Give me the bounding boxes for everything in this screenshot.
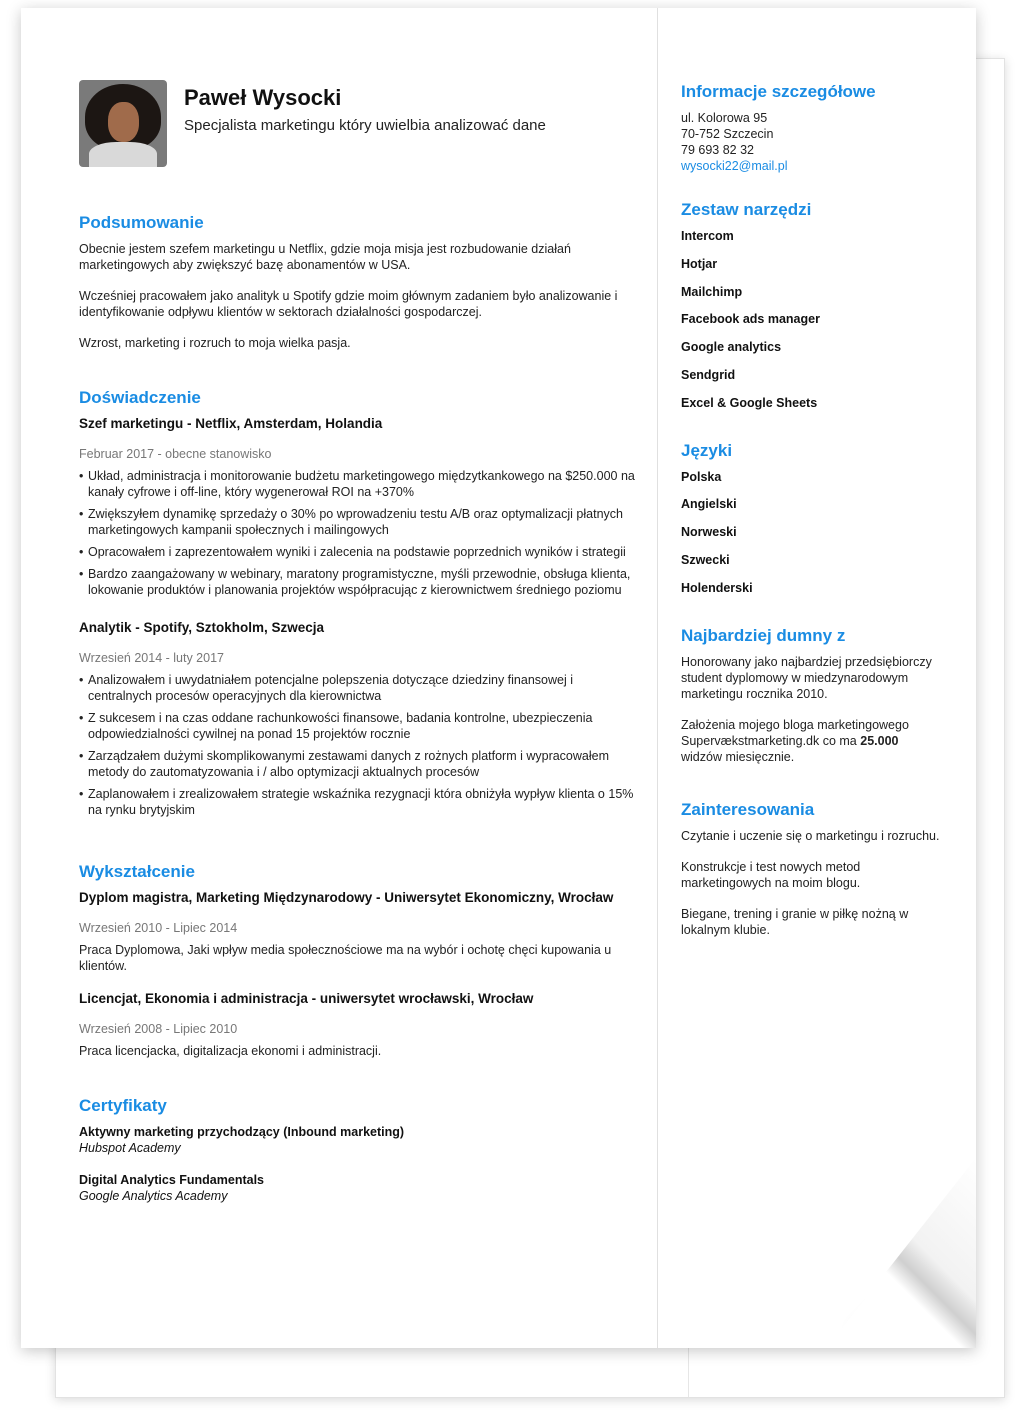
summary-paragraph: Obecnie jestem szefem marketingu u Netflix, gdzie moja misja jest rozbudowanie działań marketingowych aby zwiększyć bazę abonamentów w USA. <box>79 242 571 272</box>
certificates-section <box>79 1096 637 1204</box>
job-bullet: • Bardzo zaangażowany w webinary, maratony programistyczne, myśli przewodnie, obsługa klienta, lokowanie produktów i planowania projektów współpracując z kierownictwem średniego poziomu <box>79 566 637 598</box>
certificate-issuer: Google Analytics Academy <box>79 1189 228 1203</box>
tool-item: Google analytics <box>681 340 782 355</box>
address-street: ul. Kolorowa 95 <box>681 111 768 125</box>
details-section <box>681 82 941 174</box>
tool-item: Mailchimp <box>681 284 743 299</box>
proud-section <box>681 626 941 765</box>
job-bullet: • Zwiększyłem dynamikę sprzedaży o 30% po wprowadzeniu testu A/B oraz optymalizacji płatnych marketingowych kampanii społecznych i mailingowych <box>79 506 637 538</box>
education-title: Wykształcenie <box>79 862 195 881</box>
tool-item: Hotjar <box>681 256 718 271</box>
language-item: Szwecki <box>681 552 730 567</box>
person-subtitle: Specjalista marketingu który uwielbia analizować dane <box>184 117 546 134</box>
job-bullet: • Z sukcesem i na czas oddane rachunkowości finansowe, badania kontrolne, ubezpieczenia odpowiedzialności cywilnej na ponad 15 projektów rocznie <box>79 710 637 742</box>
language-item: Polska <box>681 469 722 484</box>
education-description: Praca licencjacka, digitalizacja ekonomi i administracji. <box>79 1044 382 1058</box>
tools-title: Zestaw narzędzi <box>681 200 812 219</box>
proud-paragraph: Honorowany jako najbardziej przedsiębiorczy student dyplomowy w miedzynarodowym marketingu rocznika 2010. <box>681 654 932 701</box>
summary-section <box>79 213 637 351</box>
experience-title: Doświadczenie <box>79 388 201 407</box>
person-name: Paweł Wysocki <box>184 85 342 110</box>
summary-paragraph: Wzrost, marketing i rozruch to moja wielka pasja. <box>79 336 351 350</box>
interest-paragraph: Czytanie i uczenie się o marketingu i rozruchu. <box>681 828 940 843</box>
main-column <box>79 80 637 1220</box>
tool-item: Excel & Google Sheets <box>681 395 818 410</box>
job-entry <box>79 620 637 818</box>
education-degree: Dyplom magistra, Marketing Międzynarodowy - Uniwersytet Ekonomiczny, Wrocław <box>79 890 614 905</box>
education-entry <box>79 991 637 1059</box>
tool-item: Sendgrid <box>681 367 736 382</box>
language-item: Norweski <box>681 525 737 540</box>
summary-title: Podsumowanie <box>79 213 204 232</box>
language-item: Holenderski <box>681 580 753 595</box>
details-title: Informacje szczegółowe <box>681 82 876 101</box>
interests-title: Zainteresowania <box>681 799 815 819</box>
job-bullet: • Układ, administracja i monitorowanie budżetu marketingowego międzytkankowego na $250.000 na kanały cyfrowe i off-line, który wygenerował ROI na +370% <box>79 468 637 500</box>
job-title: Szef marketingu - Netflix, Amsterdam, Holandia <box>79 416 383 431</box>
certificates-title: Certyfikaty <box>79 1096 167 1115</box>
job-entry <box>79 416 637 598</box>
experience-section <box>79 388 637 818</box>
proud-highlight: 25.000 <box>860 733 899 748</box>
tools-section <box>681 200 941 411</box>
interest-paragraph: Biegane, trening i granie w piłkę nożną w lokalnym klubie. <box>681 906 909 937</box>
education-degree: Licencjat, Ekonomia i administracja - uniwersytet wrocławski, Wrocław <box>79 991 534 1006</box>
job-bullet: • Analizowałem i uwydatniałem potencjalne polepszenia dotyczące dziedziny finansowej i centralnych procesów operacyjnych dla kierownictwa <box>79 672 637 704</box>
profile-photo <box>79 80 167 167</box>
tool-item: Facebook ads manager <box>681 312 820 327</box>
job-bullet: • Opracowałem i zaprezentowałem wyniki i zalecenia na podstawie poprzednich wyników i strategii <box>79 544 637 560</box>
address-city: 70-752 Szczecin <box>681 127 774 141</box>
page-curl <box>826 1158 976 1348</box>
photo-body-shape <box>89 142 157 167</box>
education-dates: Wrzesień 2010 - Lipiec 2014 <box>79 921 238 935</box>
proud-title: Najbardziej dumny z <box>681 625 846 645</box>
education-description: Praca Dyplomowa, Jaki wpływ media społecznościowe ma na wybór i ochotę chęci kupowania u klientów. <box>79 943 612 973</box>
job-bullet: • Zarządzałem dużymi skomplikowanymi zestawami danych z rożnych platform i wypracowałem metody do zautomatyzowania i / albo optymizacji aktualnych procesów <box>79 748 637 780</box>
job-bullet: • Zaplanowałem i zrealizowałem strategie wskaźnika rezygnacji która obniżyła wypływ klienta o 15% na rynku brytyjskim <box>79 786 637 818</box>
job-bullets <box>79 672 637 818</box>
proud-text: Założenia mojego bloga marketingowego Supervækstmarketing.dk co ma <box>681 717 909 748</box>
interests-section <box>681 800 941 938</box>
tool-item: Intercom <box>681 229 734 243</box>
education-entry <box>79 890 637 974</box>
resume-page <box>21 8 976 1348</box>
summary-paragraph: Wcześniej pracowałem jako analityk u Spotify gdzie moim głównym zadaniem było analizowanie i identyfikowanie odpływu klientów w sektorach działalności gospodarczej. <box>79 289 618 319</box>
language-item: Angielski <box>681 497 737 512</box>
certificate-issuer: Hubspot Academy <box>79 1141 181 1155</box>
job-title: Analytik - Spotify, Sztokholm, Szwecja <box>79 620 325 635</box>
languages-title: Języki <box>681 440 733 460</box>
resume-header <box>79 80 637 168</box>
sidebar-column <box>681 82 941 953</box>
job-dates: Februar 2017 - obecne stanowisko <box>79 447 272 461</box>
column-divider <box>657 8 658 1348</box>
proud-text: widzów miesięcznie. <box>681 749 795 764</box>
interest-paragraph: Konstrukcje i test nowych metod marketingowych na moim blogu. <box>681 859 861 890</box>
certificate-name: Digital Analytics Fundamentals <box>79 1173 264 1187</box>
education-section <box>79 862 637 1059</box>
education-dates: Wrzesień 2008 - Lipiec 2010 <box>79 1022 238 1036</box>
phone-number: 79 693 82 32 <box>681 143 754 157</box>
proud-paragraph <box>681 717 941 765</box>
header-text <box>184 85 546 134</box>
certificate-name: Aktywny marketing przychodzący (Inbound marketing) <box>79 1125 405 1139</box>
languages-section <box>681 441 941 596</box>
email-link[interactable]: wysocki22@mail.pl <box>681 159 788 173</box>
photo-face-shape <box>108 102 139 142</box>
job-bullets <box>79 468 637 598</box>
job-dates: Wrzesień 2014 - luty 2017 <box>79 651 224 665</box>
